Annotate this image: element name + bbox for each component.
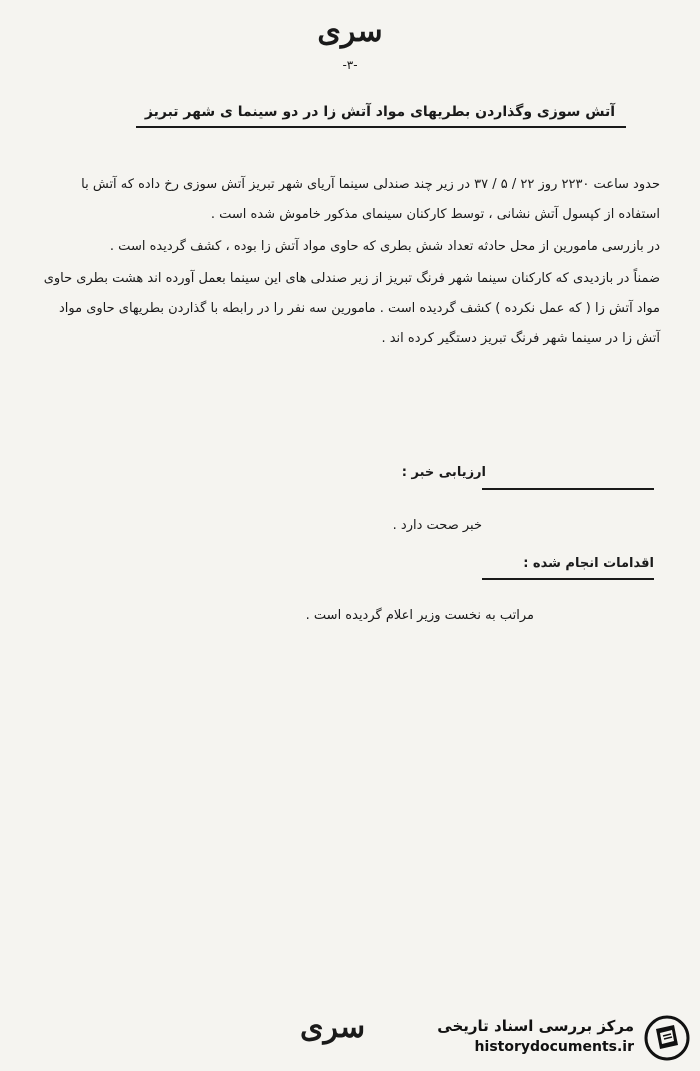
assessment-heading: ارزیابی خبر : bbox=[401, 465, 486, 480]
subject-underline bbox=[136, 126, 626, 128]
actions-underline bbox=[482, 578, 654, 580]
watermark-site: historydocuments.ir bbox=[474, 1039, 634, 1055]
archive-watermark bbox=[410, 1015, 690, 1063]
actions-heading: اقدامات انجام شده : bbox=[523, 556, 654, 571]
assessment-underline bbox=[482, 488, 654, 490]
document-subject: آتش سوزی وگذاردن بطریهای مواد آتش زا در دو سینما ی شهر تبریز bbox=[144, 104, 616, 120]
classification-stamp-top: سری bbox=[317, 14, 383, 49]
paragraph-inspection: در بازرسی مامورین از محل حادثه تعداد شش بطری که حاوی مواد آتش زا بوده ، کشف گردیده است . bbox=[109, 239, 660, 254]
paragraph-incident: حدود ساعت ۲۲۳۰ روز ۲۲ / ۵ / ۳۷ در زیر چند صندلی سینما آریای شهر تبریز آتش سوزی رخ داده که آتش با استفاده از کپسول آتش نشانی ، توسط کارکنان سینمای مذکور خاموش شده است . bbox=[81, 177, 660, 222]
actions-text: مراتب به نخست وزیر اعلام گردیده است . bbox=[305, 608, 534, 623]
report-body bbox=[40, 170, 660, 354]
paragraph-followup: ضمناً در بازدیدی که کارکنان سینما شهر فرنگ تبریز از زیر صندلی های این سینما بعمل آورده اند هشت بطری حاوی مواد آتش زا ( که عمل نکرده ) کشف گردیده است . مامورین سه نفر را در رابطه با گذاردن بطریهای حاوی مواد آتش زا در سینما شهر فرنگ تبریز دستگیر کرده اند . bbox=[43, 271, 660, 346]
classification-stamp-bottom: سری bbox=[300, 1010, 366, 1045]
watermark-title: مرکز بررسی اسناد تاریخی bbox=[437, 1017, 634, 1035]
assessment-text: خبر صحت دارد . bbox=[392, 518, 482, 533]
page-number: -۳- bbox=[342, 58, 358, 72]
archive-logo-icon bbox=[644, 1015, 690, 1061]
